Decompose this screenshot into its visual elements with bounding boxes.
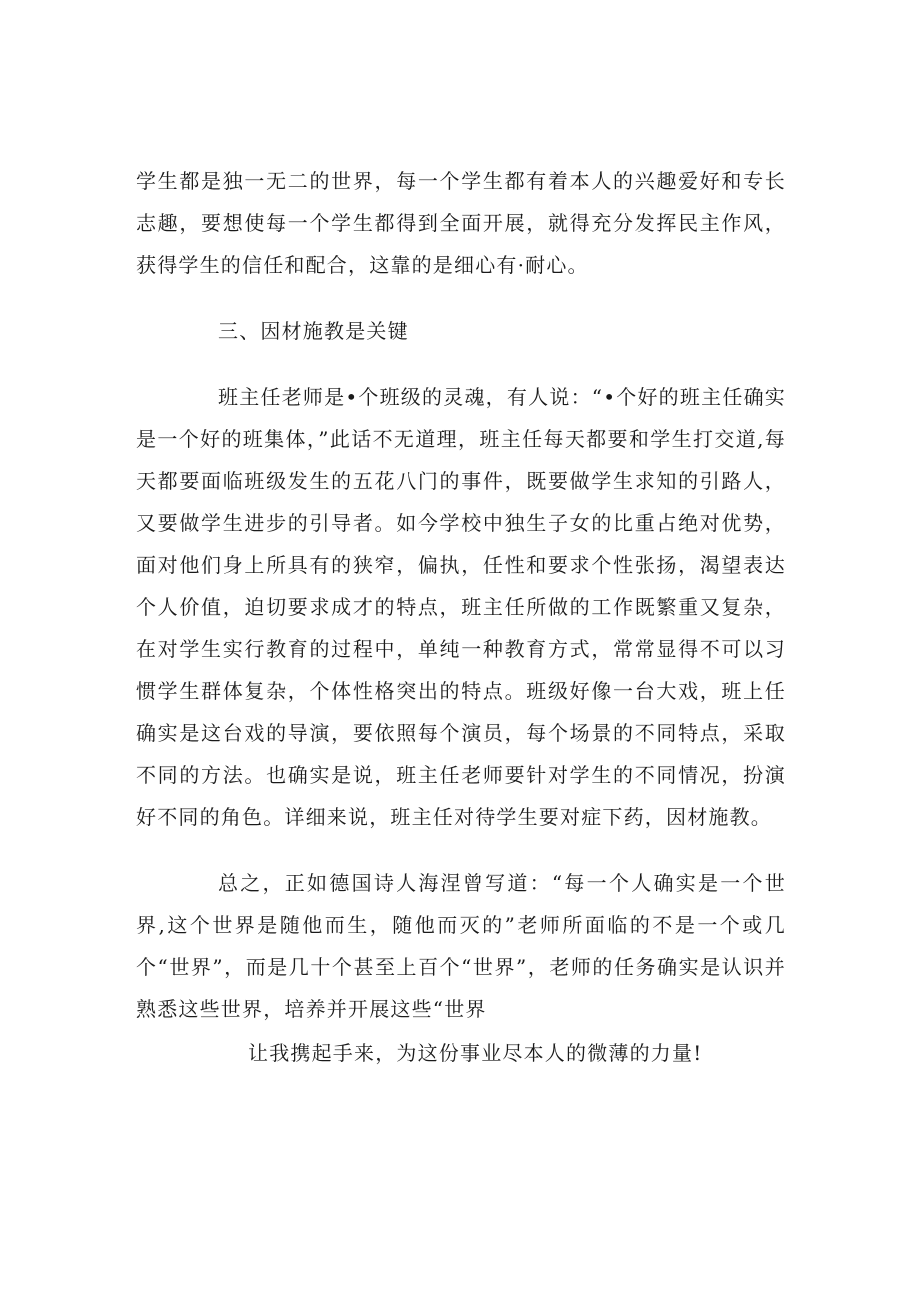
document-body bbox=[136, 160, 786, 1074]
section-heading: 三、因材施教是关键 bbox=[218, 319, 409, 343]
conclusion-paragraph: 总之，正如德国诗人海涅曾写道：“每一个人确实是一个世界,这个世界是随他而生，随他而灭的”老师所面临的不是一个或几个“世界”，而是几十个甚至上百个“世界”，老师的任务确实是认识并熟悉这些世界，培养并开展这些“世界 bbox=[136, 871, 786, 1021]
continued-paragraph: 学生都是独一无二的世界，每一个学生都有着本人的兴趣爱好和专长志趣，要想使每一个学生都得到全面开展，就得充分发挥民主作风，获得学生的信任和配合，这靠的是细心有·耐心。 bbox=[136, 169, 786, 277]
section-paragraph: 班主任老师是•个班级的灵魂，有人说：“•个好的班主任确实是一个好的班集体，”此话不无道理，班主任每天都要和学生打交道,每天都要面临班级发生的五花八门的事件，既要做学生求知的引路人，又要做学生进步的引导者。如今学校中独生子女的比重占绝对优势，面对他们身上所具有的狭窄，偏执，任性和要求个性张扬，渴望表达个人价值，迫切要求成才的特点，班主任所做的工作既繁重又复杂，在对学生实行教育的过程中，单纯一种教育方式，常常显得不可以习惯学生群体复杂，个体性格突出的特点。班级好像一台大戏，班上任确实是这台戏的导演，要依照每个演员，每个场景的不同特点，采取不同的方法。也确实是说，班主任老师要针对学生的不同情况，扮演好不同的角色。详细来说，班主任对待学生要对症下药，因材施教。 bbox=[136, 385, 786, 829]
closing-line: 让我携起手来，为这份事业尽本人的微薄的力量! bbox=[248, 1041, 703, 1065]
